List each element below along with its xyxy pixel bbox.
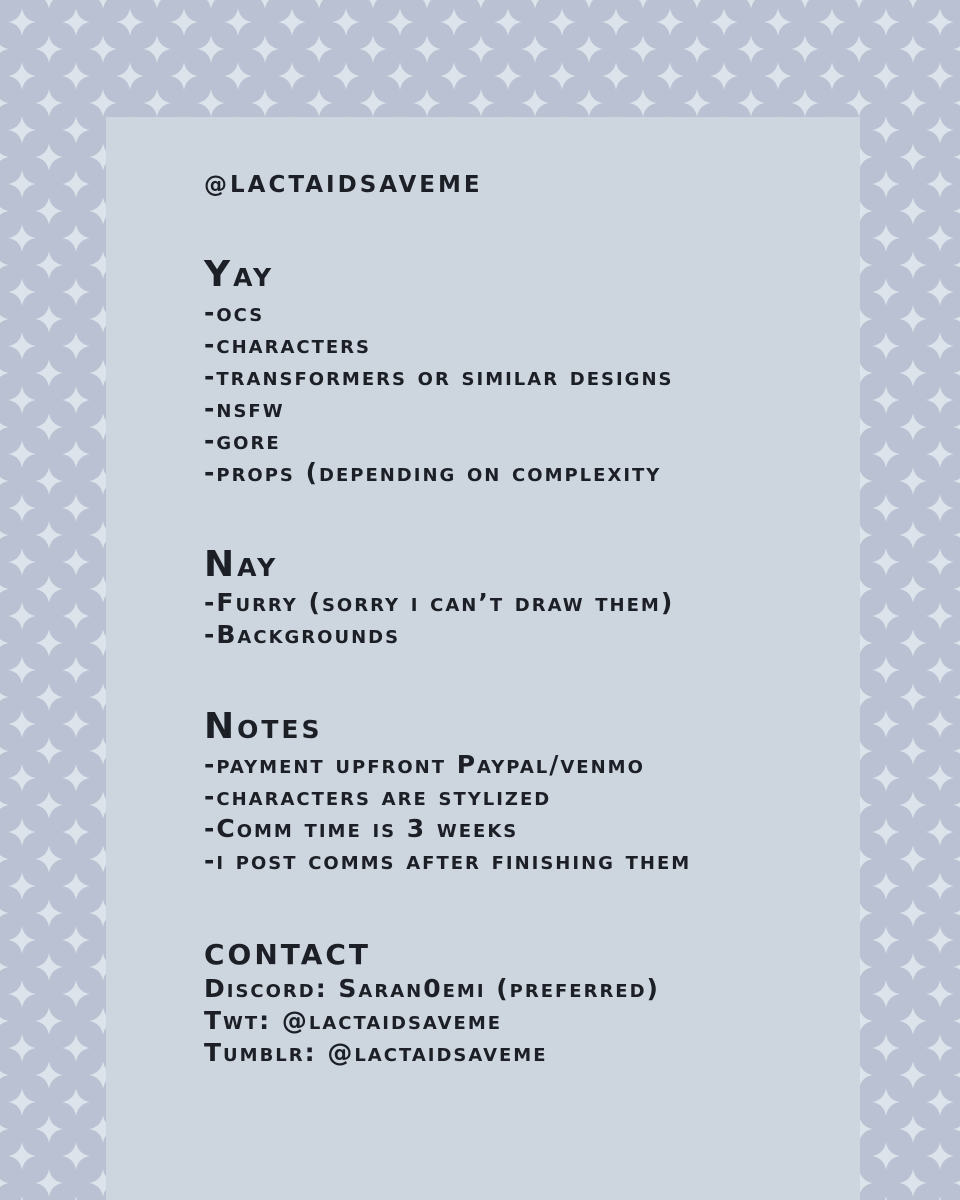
contact-twitter: Twt: @lactaidsaveme xyxy=(204,1006,503,1035)
nay-list xyxy=(204,587,674,651)
list-item: -Backgrounds xyxy=(204,620,401,649)
list-item: -payment upfront Paypal/venmo xyxy=(204,750,645,779)
list-item: -i post comms after finishing them xyxy=(204,846,692,875)
list-item: -Comm time is 3 weeks xyxy=(204,814,519,843)
list-item: -transformers or similar designs xyxy=(204,362,674,391)
list-item: -characters are stylized xyxy=(204,782,552,811)
list-item: -ocs xyxy=(204,298,265,327)
list-item: -gore xyxy=(204,426,281,455)
page-title-handle: @lactaidsaveme xyxy=(204,161,483,200)
contact-list xyxy=(204,973,660,1069)
contact-discord: Discord: Saran0emi (preferred) xyxy=(204,974,660,1003)
notes-heading: Notes xyxy=(204,706,323,747)
contact-tumblr: Tumblr: @lactaidsaveme xyxy=(204,1038,548,1067)
yay-heading: Yay xyxy=(204,254,275,295)
notes-list xyxy=(204,749,691,877)
content-panel xyxy=(106,117,860,1200)
yay-section xyxy=(204,255,673,489)
list-item: -props (depending on complexity xyxy=(204,458,662,487)
list-item: -nsfw xyxy=(204,394,285,423)
notes-section xyxy=(204,707,691,877)
list-item: -characters xyxy=(204,330,371,359)
yay-list xyxy=(204,297,673,489)
contact-heading: contact xyxy=(204,928,372,974)
nay-heading: Nay xyxy=(204,544,279,585)
nay-section xyxy=(204,545,674,651)
list-item: -Furry (sorry i can’t draw them) xyxy=(204,588,675,617)
contact-section xyxy=(204,928,660,1069)
